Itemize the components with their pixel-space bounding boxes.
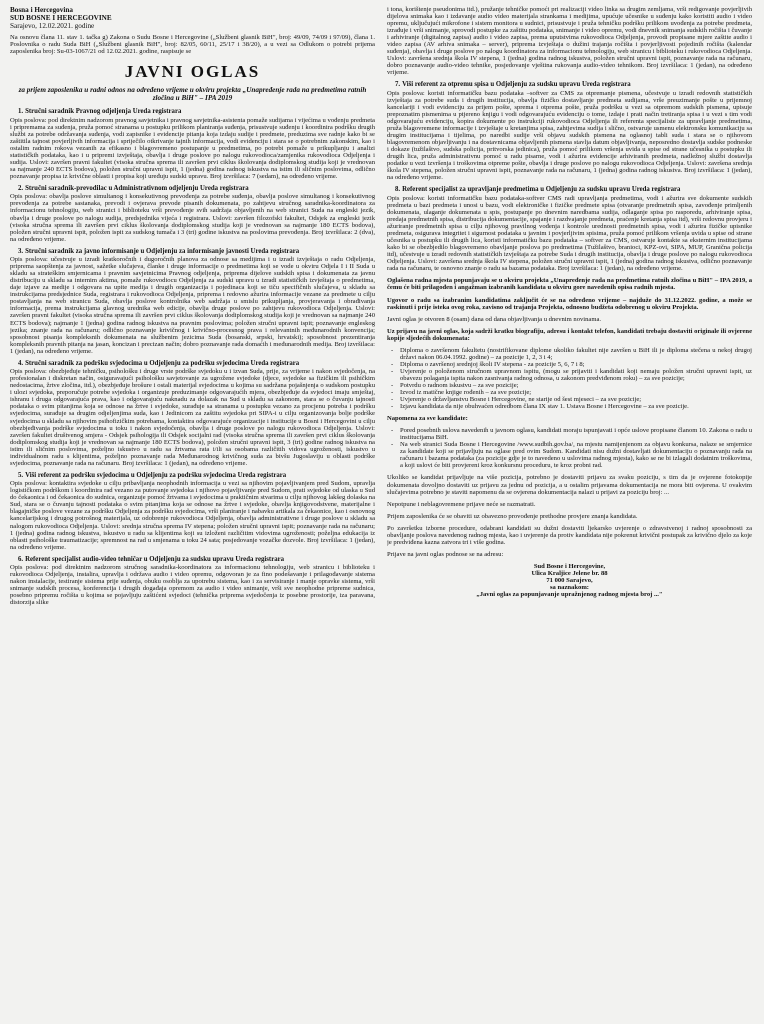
position-number: 1. <box>18 108 24 116</box>
job-position <box>10 108 375 180</box>
position-list <box>10 108 375 606</box>
columns <box>10 6 754 1020</box>
address-intro: Prijave na javni oglas podnose se na adresu: <box>387 550 504 558</box>
page-title: JAVNI OGLAS <box>124 62 261 82</box>
position-number: 4. <box>18 359 24 367</box>
org-line-1: Bosna i Hercegovina <box>10 6 73 14</box>
position-number: 6. <box>18 555 24 563</box>
position-number: 3. <box>18 247 24 255</box>
position-number: 5. <box>18 471 24 479</box>
job-position <box>387 81 752 181</box>
position-body: Opis poslova: kontaktira svjedoke u cilju pribavljanja neophodnih informacija u vezi sa njihovim pojavljivanjem pred Sudom, upravlja logističkom podrškom i koordinira rad vezano za putovanje svjedoka i njihovo pojavljivanje pred Sudom, prati svjedoke od ulaska u Sud do čekaonica i od čekaonica do sudnica, organizuje pomoć žrtvama i svjedocima u praktičnim stvarima u cilju njihovog lakšeg dolaska na Sud, stara se o čuvanju tajnosti podataka o svim pitanjima koja se odnose na žrtve i svjedoke, obavlja knjigovodstvene, materijalne i blagajničke poslove vezane za podršku Odjeljenja za podršku svjedocima, vrši planiranje i nabavku artikala za čekaonice, kao i osnovnog kancelarijskog i drugog potrošnog materijala, uz odobrenje rukovodioca Odjeljenja, obavlja administrativne i druge poslove u skladu sa nalogom rukovodioca Odjeljenja. Uslovi: srednja stručna sprema IV stepena; položen stručni upravni ispit; poznavanje rada na računaru; 1 (jedna) godina radnog iskustva, iskustvo u radu sa klijentima koji su izloženi različitim vidovima ugroženosti; poželjna edukacija iz oblasti psihološke traumatizacije; spremnost na rad u smjenama u toku 24 sata; posjedovanje vozačke dozvole. Broj izvršilaca: 1 (jedan), na određeno vrijeme. <box>10 480 375 551</box>
notes-list <box>387 427 752 469</box>
position-body: Opis poslova: koristi informatičku bazu podataka –softver za CMS za otpremanje pismena, učestvuje u izradi redovnih statističkih izvještaja za potrebe suda i drugih institucija, obavlja fizičko dostavljanje predmeta sudijama, vrše preuzimanje pošte u prijemnoj kancelariji i vodi evidenciju za prijem pošte, sprema i otprema pošte, pruža podršku u vezi sa otpremom sudskih pismena, upisuje prepoznatim pismenima u ptjereno knjigu i vodi odgovarajuću evidenciju o tome, izdaje i prati način tretiranja spisa i u vezi s tim vodi odgovarajuću evidenciju, kopira dokumente po instrukciji rukovodioca Odjeljenja ili referenta specijaliste za upravljanje predmetima, pruža blagovremene informacije i izvještaje u kretanjima spisa, zahtjevima sudija i slično, ostvaruje usmenu elektronsku komunikaciju sa drugim institucijama i tijelima, po naredbi sudije vrši objavu sudskih pismena na oglasnoj tabli suda i stara se o njihovom blagovremenom objavljivanju i na dostavnicama objavljenih pismena stavlja datum objavljivanja, neposredno dostavlja sudske podneske i dokaze (tužilaštvo, sudska policija, pritvorska jedinica), pruža pomoć prilikom vršenja uvida u spise od strane učesnika u postupku ili drugih lica, pruža administrativnu pomoć u radu pisarne, vodi i ažurira evidencije arhiviranih predmeta, nadležnoj službi dostavlja podatke u vezi izvršenja i troškovima otpreme pošte, obavlja i druge poslove po nalogu rukovodioca Odjeljenja. Uslovi: završena srednja škola IV stepena, položen stručni upravni ispit, poznavanje rada na računaru, 1 (jedna) godina radnog iskustva. Broj izvršilaca: 1 (jedan), na određeno vrijeme. <box>387 89 752 182</box>
position-body: Opis poslova: učestvuje u izradi kratkoročnih i dugoročnih planova za odnose sa medijima i u izradi izvještaja o radu Odjeljenja, priprema saopštenja za javnost, sažetke slučajeva, članke i druge informacije o predmetima koji se vode u okviru Odjela I i II Suda u skladu sa strateškim smjernicama i pravnim savjetnicima Pravnog odjeljenja, priprema dijelove sudskih spisa i dokumenata za javnu distribuciju u skladu sa internim aktima, pomaže rukovodiocu Odjeljenja za sudski upravu u izradi statističkih izvještaja o predmetima, daje izjave za medije i odgovara na upite medija i drugih organizacija i pojedinaca koji se tiču specifičnih slučajeva, u skladu sa instrukcijama predsjednice Suda, registrara i rukovodioca Odjeljenja, priprema i redovno ažurira informacije vezane za predmete u cilju postavljanja na web stranicu Suda, obavlja poslove kontrolnika web sadržaja u smislu prikupljanja, provjeravanja i obrađivanja informacija, prema instrukcijama glavnog urednika web edicije, obavlja druge poslove po zahtjevu rukovodioca Odjeljenja. Uslovi: završen pravni fakultet (visoka stručna sprema ili završen prvi ciklus školovanja dodiplomskog studija koji je vrednovan sa najmanje 240 ECTS bodova); najmanje 1 (jedna) godina radnog iskustva na pravnim poslovima; položen stručni upravni ispit; poznavanje engleskog jezika; znanje rada na računaru; odlično poznavanje krivičnog i krivično-procesnog prava i relevantnih međunarodnih konvencija; sposobnost pisanja kompleksnih dokumenata na službenim jezicima Suda (bosanski, srpski, hrvatski); sposobnost prezentiranja kompleksnih pravnih pitanja na jasan, koncizan i precizan način; dobro poznavanje rada domaćih i međunarodnih medija. Broj izvršilaca: 1 (jedan), na određeno vrijeme. <box>10 256 375 355</box>
job-position <box>10 248 375 355</box>
position-title <box>10 360 375 367</box>
position-title-text: Stručni saradnik za podršku svjedocima u Odjeljenju za podršku svjedocima Ureda registrara <box>25 359 300 367</box>
document-item: - Diploma o završenom fakultetu (nostrifikovane diplome ukoliko fakultet nije završen u BiH ili je diploma stečena u nekoj drugoj državi nakon 06.04.1992. godine) – za pozicije 1, 2, 3 i 4; <box>391 347 752 361</box>
position-number: 7. <box>395 81 401 89</box>
address-line-1: Sud Bosne i Hercegovine, <box>533 562 606 570</box>
position-title-text: Referent specijalist audio-video tehničar u Odjeljenju za sudsku upravu Ureda registrara <box>25 555 285 563</box>
position-title <box>10 472 375 479</box>
document-item: - Potvrdu o radnom iskustvu – za sve pozicije; <box>391 382 752 389</box>
knowledge-test: Prijem zaposlenika će se obaviti uz obavezno provođenje prethodne provjere znanja kandidata. <box>387 512 638 520</box>
position-title <box>387 81 752 88</box>
position-title-text: Stručni saradnik za javno informisanje u Odjeljenju za informisanje javnosti Ureda registrara <box>25 247 300 255</box>
address-line-2: Ulica Kraljice Jelene br. 88 <box>531 569 608 577</box>
document-item: - Diploma o završenoj srednjoj školi IV stepena - za pozicije 5, 6, 7 i 8; <box>391 361 752 368</box>
position-number: 2. <box>18 184 24 192</box>
address-line-5: „Javni oglas za popunjavanje upražnjenog radnog mjesta broj ..." <box>476 591 663 599</box>
notes-heading: Napomena za sve kandidate: <box>387 415 468 423</box>
incomplete-applications: Nepotpune i neblagovremene prijave neće se razmatrati. <box>387 500 536 508</box>
job-position <box>10 360 375 467</box>
position-body: Opis poslova: obavlja poslove simultanog i konsekutivnog prevođenja za potrebe suđenja, obavlja poslove simultanog i konsekutivnog prevođenja za potrebe sastanaka, prevodi i ovjerava prevode pisanih dokumenata, po zahtjevu stručnog saradnika-koordinatora za informacionu tehnologiju, web stranici i biblioteku vrši prevođenje svih sadržaja objavljenih na web stranici Suda na engleski jezik, obavlja i druge poslove po nalogu sudija, predsjednika vijeća i registrara. Uslovi: završen filozofski fakultet, Odsjek za engleski jezik (visoka stručna sprema ili završen prvi ciklus školovanja dodiplomskog studija koji je vrednovan sa najmanje 180 ECTS bodova), položen stručni upravni ispit, položen ispit za sudskog tumača i 3 (tri) godine iskustva na poslovima prevođenja. Broj izvršilaca: 2 (dva), na određeno vrijeme. <box>10 193 375 243</box>
address-line-4: sa naznakom: <box>549 584 590 592</box>
document-item: - Izvod iz matične knjige rođenih – za sve pozicije; <box>391 389 752 396</box>
position-title-text: Stručni saradnik Pravnog odjeljenja Ureda registrara <box>25 108 182 116</box>
open-period: Javni oglas je otvoren 8 (osam) dana od dana objavljivanja u dnevnim novinama. <box>387 315 602 323</box>
submission-address <box>387 563 752 598</box>
position-body: Opis poslova: pod direktnim nadzorom stručnog saradnika-koordinatora za informacionu tehnologiju, web stranicu i biblioteku i rukovodioca Odjeljenja, instalira, upravlja i održava audio i video opremu, odgovoran je za fino podešavanje i prilagođavanje sistema nakon instalacije, testiranje sistema prije suđenja, obuku osoblja za upotrebu sistema, kao i za servisiranje i manje opravke sistema, vrši snimanje sudskih procesa, konferencija i drugih događaja opremom za audio i video snimanje, vrši sve neophodne pripreme sudnica, posebno pripremu ročišta u kojima se pojavljuju zaštićeni svjedoci (tehnička priprema svjedočenja iz posebne prostorije, iza paravana, distorzija slike <box>10 564 375 607</box>
position-title-text: Viši referent za podršku svjedocima u Odjeljenju za podršku svjedocima Ureda registrara <box>25 471 287 479</box>
issue-date: Sarajevo, 12.02.2021. godine <box>10 22 95 30</box>
job-position <box>10 472 375 551</box>
right-column <box>387 6 752 1020</box>
project-note: Oglašena radna mjesta popunjavaju se u okviru projekta „Unapređenje rada na predmetima ratnih zločina u BiH" – IPA 2019, a čemu će biti prilagođen i angažman izabranih kandidata u okviru gore navedenih opisa radnih mjesta. <box>387 277 752 292</box>
position-number: 8. <box>395 186 401 194</box>
position-body: Opis poslova: koristi informatičku bazu podataka-softver CMS radi upravljanja predmetima, vodi i ažurira sve dokumente sudskih predmeta u bazi predmeta i unosi u bazu, vodi elektroničke i fizičke predmete spisa (otvaranje predmetnih spisa, zavođenje primljenih dokumenata, ulaganje dokumenata u spis, postupanje po dnevnim naredbama sudija, odlaganje spisa po rasporedu, arhiviranje spisa, predaja predmetnih spisa, distribucija dokumentacije, spajanje i razdvajanje predmeta, praćenje kretanja spisa itd), vrši redovnu provjeru i ažuriranje predmetnih spisa u cilju njihovog pravilnog vođenja i kontrole urednosti predmetnih spisa, vodi i ažurira fizičke upisnike predmeta, osigurava integritet i sigurnost podataka u javnim i povjerljivim spisima, pruža pomoć prilikom vršenja uvida u spise od strane učesnika u postupku ili drugih lica, koristi informatičku bazu podataka – softver za CMS, ostvaruje kontakte sa eksternim institucijama kako bi se obezbjedilo blagovremeno obavljanje poslova po predmetima (Tužilaštvo, branioci, KPZ-ovi, SIPA, MUP, Granična policija itd), učestvuje u izradi redovnih statističkih izvještaja za potrebe Suda i drugih institucija, obavlja i druge poslove po nalogu rukovodioca Odjeljenja. Uslovi: završena srednja škola IV stepena, položen stručni upravni ispit, 1 (jedna) godina radnog iskustva, odlično poznavanje rada na računaru, te osnovno znanje o radu sa bazama podataka. Broj izvršilaca: 1 (jedan), na određeno vrijeme. <box>387 194 752 273</box>
note-item: - Na web stranici Suda Bosne i Hercegovine /www.sudbih.gov.ba/, na mjestu namijenjenom za objavu konkursa, nalaze se smjernice za kandidate koji se prijavljuju na oglase pred ovim Sudom. Kandidati nisu dužni dostavljati dokumentaciju o poznavanju rada na računaru i bazama podataka (za pozicije gdje je to navedeno u uslovima radnog mjesta), kako se ne bi izlagali dodatnim troškovima, a koji uslovi će biti provjereni kroz konkursnu proceduru, te kroz probni rad. <box>391 441 752 469</box>
medical-certificate: Po završetku izborne procedure, odabrani kandidati su dužni dostaviti ljekarsko uvjerenje o zdravstvenoj i radnoj sposobnosti za obavljanje poslova navedenog radnog mjesta, kao i uvjerenje da protiv kandidata nije pokrenut krivični postupak za krivično djelo za koje je predviđena kazna zatvora tri i više godina. <box>387 524 752 546</box>
org-line-2: SUD BOSNE I HERCEGOVINE <box>10 14 112 22</box>
documents-intro: Uz prijavu na javni oglas, koja sadrži kratku biografiju, adresu i kontakt telefon, kandidati trebaju dostaviti originale ili ovjerene kopije sljedećih dokumenata: <box>387 327 752 342</box>
position-title <box>387 186 752 193</box>
position-title-text: Stručni saradnik-prevodilac u Administrativnom odjeljenju Ureda registrara <box>25 184 249 192</box>
position-title <box>10 248 375 255</box>
position-body: Opis poslova: obezbjeđuje tehničku, psihološku i druge vrste podrške svjedoku u i izvan Suda, prije, za vrijeme i nakon svjedočenja, na profesionalan i diskretan način, osiguravajući psihološku savjetovanje za ugrožene svjedoke (djece, svjedoke sa fizičkim ili psihičkim nedostacima, žrtve zločina, itd.), obezbjeđuje brošure i ostali materijal svjedocima u kojima su sadržana pojašnjenja o sudskom postupku i ulozi svjedoka, preporučuje potrebe svjedoka i organizuje preduzimanje odgovarajućih mjera, obezbjeđuje da svjedoci imaju smještaj, ishranu i druga odgovarajuća prava, kao i odgovarajuću naknadu za dolazak na Sud u skladu sa zakonom, stara se o čuvanju tajnosti podataka o svim pitanjima koja se odnose na žrtve i svjedoke, surađuje sa stranama u postupku vezano za procjenu potreba i podršku svjedocima, surađuje sa drugim odjeljenjima suda, kao i Jedinicom za zaštitu svjedoka pri SIPA-i u cilju organizovanja bolje podrške svjedocima u skladu sa njihovim psihofizičkim potrebama, kontaktira odgovarajuće organizacije i institucije u Bosni i Hercegovini u cilju obezbjeđivanja podrške svjedocima u toku i nakon svjedočenja, obavlja i druge poslove po nalogu rukovodioca Odjeljenja. Uslovi: završen fakultet društvenog smjera - Odsjek psihologija ili Odsjek socijalni rad (visoka stručna sprema ili završen prvi ciklus školovanja dodiplomskog studija koji je vrednovan sa najmanje 180 ECTS bodova), položen stručni upravni ispit, 3 (tri) godine radnog iskustva na istim ili sličnim poslovima, poželjno iskustvo u radu sa žrtvama rata i/ili sa osobama različitih vidova ugroženosti, iskustvo u individualnom radu s klijentima, poželjno poznavanje rada Međunarodnog krivičnog suda za bivšu Jugoslaviju u oblasti podrške svjedocima, poznavanje rada na računaru. Broj izvršilaca: 1 (jedan), na određeno vrijeme. <box>10 368 375 467</box>
job-position <box>10 185 375 243</box>
position-title <box>10 556 375 563</box>
document-item: - Uvjerenje o položenom stručnom upravnom ispitu, (mogu se prijaviti i kandidati koji nemaju položen stručni upravni ispit, uz obavezu polaganja ispita nakon zasnivanja radnog odnosa, u zakonom predviđenom roku) – za sve pozicije; <box>391 368 752 382</box>
position-title-text: Viši referent za otpremu spisa u Odjeljenju za sudsku upravu Ureda registrara <box>402 81 631 89</box>
position-title-text: Referent specijalist za upravljanje predmetima u Odjeljenju za sudsku upravu Ureda registrara <box>402 186 681 194</box>
subtitle: za prijem zaposlenika u radni odnos na određeno vrijeme u okviru projekta „Unapređenje rada na predmetima ratnih zločina u BiH" – IPA 2019 <box>18 86 367 103</box>
job-position <box>10 556 375 607</box>
contract-note: Ugovor o radu sa izabranim kandidatima zaključit će se na određeno vrijeme – najduže do 31.12.2022. godine, a može se raskinuti i prije isteka ovog roka, zavisno od trajanja Projekta, odnosno budžeta odobrenog u okviru Projekta. <box>387 296 752 311</box>
legal-intro: Na osnovu člana 11. stav 1. tačka g) Zakona o Sudu Bosne i Hercegovine („Službeni glasnik BiH", broj: 49/09, 74/09 i 97/09), člana 1. Poslovnika o radu Suda BiH („Službeni glasnik BiH", broj: 82/05, 60/11, 25/17 i 38/20), a u vezi sa Odlukom o potrebi prijema zaposlenika broj: Su-03-1067/21 od 12.02.2021. godine, raspisuje se <box>10 34 375 56</box>
address-line-3: 71 000 Sarajevo, <box>546 577 593 584</box>
position-6-continuation: i tona, korištenje pseudonima itd.), pružanje tehničke pomoći pri realizaciji video linka sa drugim zemljama, vrši redigovanje povjerljivih dijelova snimaka kao i izdavanje audio video materijala strankama i medijima, upućuje učesnike u suđenju kako koristiti audio i video opremu, uključujući mikrofone i sistem monitora u sudnici, prisustvuje i pruža tehničku podršku prilikom uvođenja za potrebe predmeta, izrađuje i vrši snimanje, sprovodi postupke za zaštitu podataka, snimanje i video opremu, vodi dnevnik snimanja sudskih ročišta i čuvanje i arhiviranje (digitalnog zapisa) audio i video zapisa, prema uputstvima rukovodioca Odjeljenja, provodi propisane mjere zaštite audio i video zapisa (AV arhiva snimaka – server), priprema izvještaja o dužini trajanja ročišta i povjerljivosti pojedinih ročišta (kalendar suđenja), obavlja i druge poslove po nalogu koordinatora za informacionu tehnologiju, web stranicu i biblioteku i rukovodioca Odjeljenja. Uslovi: završena srednja škola IV stepena, 1 (jedna) godina radnog iskustva, položen stručni upravni ispit, poznavanje rada na računaru, dobro poznavanje audio-video tehnike, posjedovanje vještina rukovanja audio-video tehnikom. Broj izvršilaca: 1 (jedan), na određeno vrijeme. <box>387 6 752 77</box>
left-column <box>10 6 375 1020</box>
position-title <box>10 108 375 115</box>
note-item: - Pored posebnih uslova navedenih u javnom oglasu, kandidati moraju ispunjavati i opće uslove propisane članom 10. Zakona o radu u institucijama BiH. <box>391 427 752 441</box>
position-list-right <box>387 81 752 272</box>
document-item: - Izjavu kandidata da nije obuhvaćen odredbom člana IX stav 1. Ustava Bosne i Hercegovine – za sve pozicije. <box>391 403 752 410</box>
position-body: Opis poslova: pod direktnim nadzorom pravnog savjetnika i pravnog savjetnika-asistenta pomaže sudijama i vijećima u vođenju predmeta i pripremama za suđenja, pruža pomoć stranama u postupku prilikom planiranja suđenja, prisustvuje suđenju i koordinira podršku drugih službi za potrebe održavanja suđenja, vodi zapisnike i evidencije pitanja koja izdaju sudije i predmete, preduzima sve radnje kako bi se zaštitila tajnost povjerljivih informacija i spriječilo otkrivanje tajnih informacija, vodi evidenciju i stara se o potrebnim zakonskim, kao i ostalim radnim rokova vezanih za efikasno i blagovremeno postupanje u predmetima, po potrebi pomaže u prikupljanju i analizi statističkih podataka, kao i u pripremi izvještaja, obavlja i druge poslove po nalogu rukovodioca/zamjenika rukovodioca Odjeljenja i sudija. Uslovi: završen pravni fakultet (visoka stručna sprema ili završen prvi ciklus školovanja dodiplomskog studija koji je vrednovan sa najmanje 240 ECTS bodova), položen stručni upravni ispit, 1 (jedna) godina radnog iskustva na istim ili sličnim poslovima, odlično poznavanje propisa iz krivične oblasti i propisa koji uređuju sudski upravu. Broj izvršilaca: 7 (sedam), na određeno vrijeme. <box>10 116 375 180</box>
document-item: - Uvjerenje o državljanstvu Bosne i Hercegovine, ne starije od šest mjeseci – za sve pozicije; <box>391 396 752 403</box>
job-position <box>387 186 752 272</box>
position-title <box>10 185 375 192</box>
multi-position-paragraph: Ukoliko se kandidat prijavljuje na više pozicija, potrebno je dostaviti prijavu za svaku poziciju, s tim da je ovjerene fotokopije dokumenata dovoljno dostaviti uz prijavu za jednu od pozicija, a u ostalim prijavama dokumentacija ne mora biti ovjerena. U ovakvim slučajevima potrebno je staviti napomenu da se ovjerena dokumentacija nalazi u prijavi za poziciju broj: ... <box>387 474 752 496</box>
issuer-block <box>10 6 375 30</box>
documents-list <box>387 347 752 410</box>
